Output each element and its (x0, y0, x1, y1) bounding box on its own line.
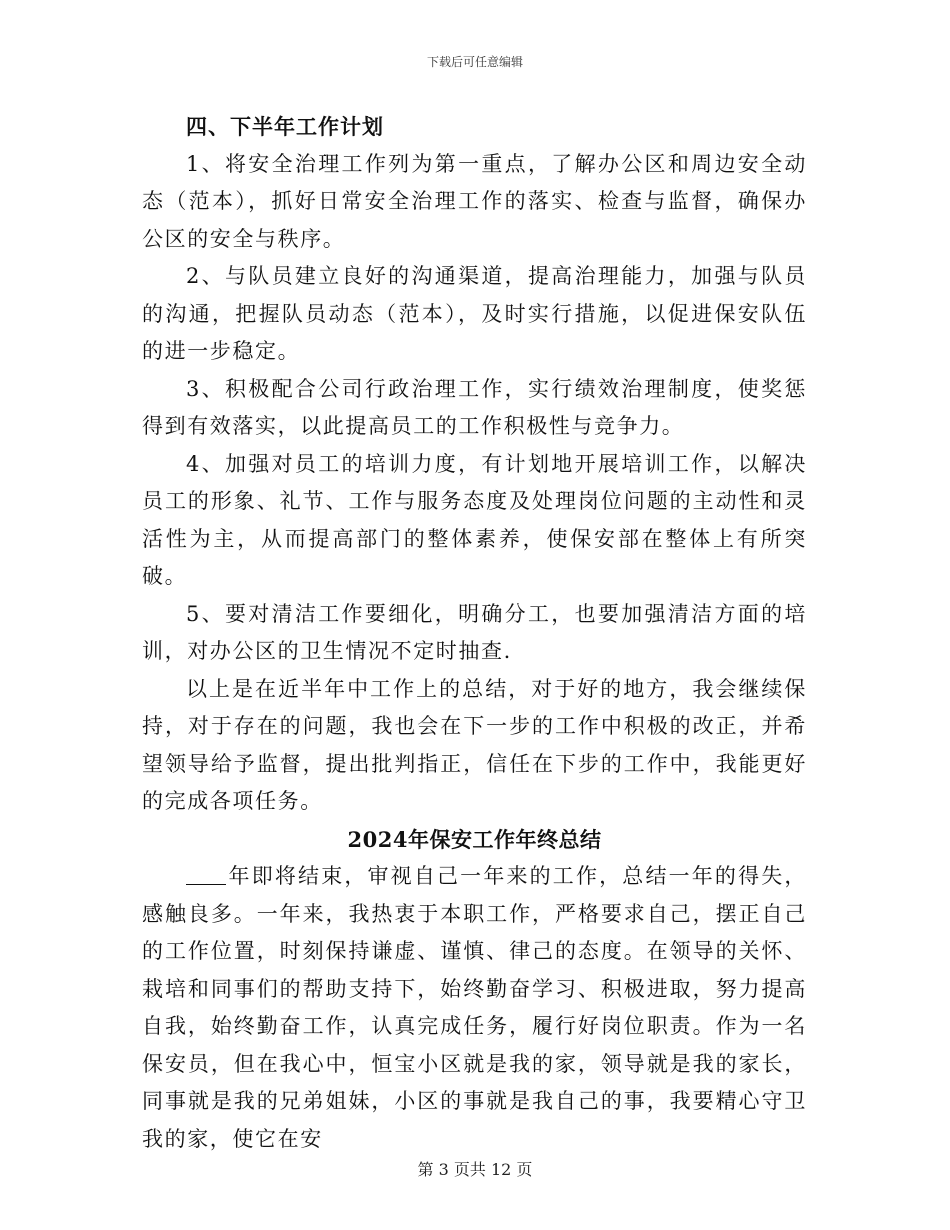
conclusion-paragraph: 以上是在近半年中工作上的总结，对于好的地方，我会继续保持，对于存在的问题，我也会在下一步的工作中积极的改正，并希望领导给予监督，提出批判指正，信任在下步的工作中，我能更好的完成各项任务。 (142, 676, 807, 813)
document-title: 2024年保安工作年终总结 (347, 826, 602, 852)
plan-item-2: 2、与队员建立良好的沟通渠道，提高治理能力，加强与队员的沟通，把握队员动态（范本），及时实行措施，以促进保安队伍的进一步稳定。 (142, 264, 807, 363)
plan-item-4: 4、加强对员工的培训力度，有计划地开展培训工作，以解决员工的形象、礼节、工作与服务态度及处理岗位问题的主动性和灵活性为主，从而提高部门的整体素养，使保安部在整体上有所突破。 (142, 451, 807, 588)
fill-in-blank (186, 864, 226, 885)
plan-item-1: 1、将安全治理工作列为第一重点，了解办公区和周边安全动态（范本），抓好日常安全治理工作的落实、检查与监督，确保办公区的安全与秩序。 (142, 151, 807, 251)
header-note: 下载后可任意编辑 (426, 55, 523, 69)
section-title: 四、下半年工作计划 (186, 114, 384, 139)
plan-item-5: 5、要对清洁工作要细化，明确分工，也要加强清洁方面的培训，对办公区的卫生情况不定时抽查. (142, 601, 807, 663)
opening-text: 年即将结束，审视自己一年来的工作，总结一年的得失，感触良多。一年来，我热衷于本职工作，严格要求自己，摆正自己的工作位置，时刻保持谦虚、谨慎、律己的态度。在领导的关怀、栽培和同事们的帮助支持下，始终勤奋学习、积极进取，努力提高自我，始终勤奋工作，认真完成任务，履行好岗位职责。作为一名保安员，但在我心中，恒宝小区就是我的家，领导就是我的家长，同事就是我的兄弟姐妹，小区的事就是我自己的事，我要精心守卫我的家，使它在安 (142, 864, 807, 1151)
opening-paragraph (142, 858, 807, 1158)
page-number: 第 3 页共 12 页 (417, 1160, 533, 1179)
plan-item-3: 3、积极配合公司行政治理工作，实行绩效治理制度，使奖惩得到有效落实，以此提高员工的工作积极性与竞争力。 (142, 376, 807, 438)
document-body (142, 108, 807, 1158)
